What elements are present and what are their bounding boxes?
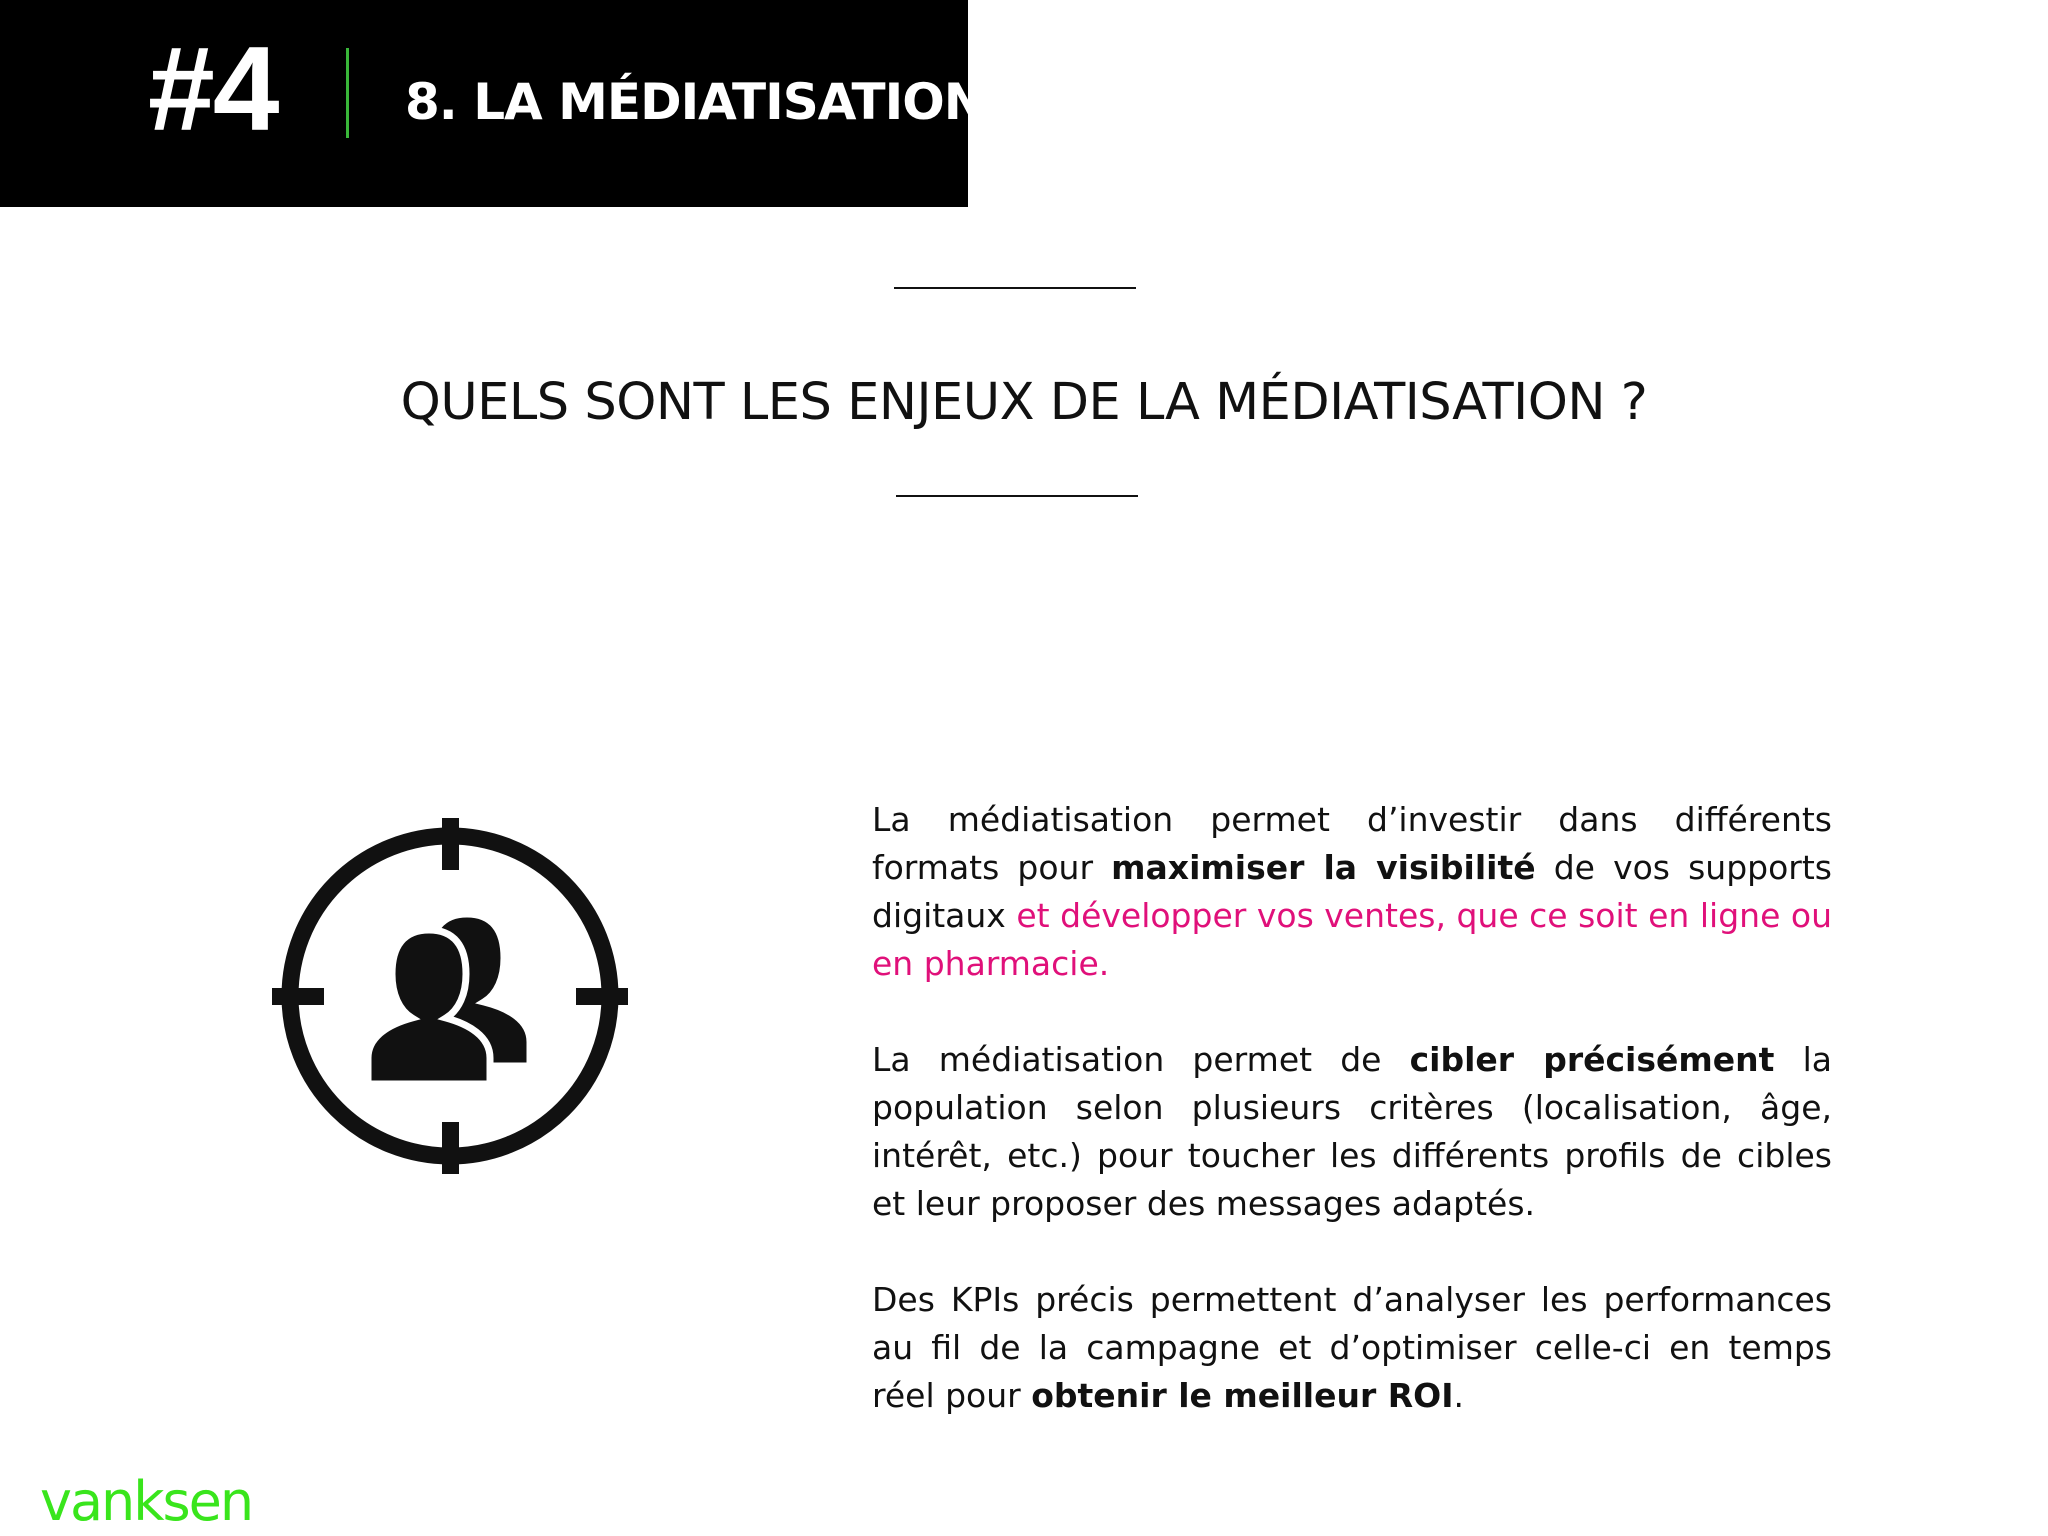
- paragraph-2: La médiatisation permet de cibler précisément la population selon plusieurs critères (localisation, âge, intérêt, etc.) pour toucher les différents profils de cibles et leur proposer des messages adaptés.: [872, 1040, 1832, 1223]
- bottom-rule: [896, 495, 1138, 497]
- paragraph-1: La médiatisation permet d’investir dans différents formats pour maximiser la visibilité de vos supports digitaux et développer vos ventes, que ce soit en ligne ou en pharmacie.: [872, 800, 1832, 983]
- chapter-number: #4: [148, 22, 278, 156]
- top-rule: [894, 287, 1136, 289]
- paragraph-3: Des KPIs précis permettent d’analyser les performances au fil de la campagne et d’optimiser celle-ci en temps réel pour obtenir le meilleur ROI.: [872, 1280, 1832, 1415]
- vanksen-logo: vanksen: [40, 1470, 253, 1533]
- header-divider: [346, 48, 349, 138]
- target-audience-icon: [272, 818, 628, 1174]
- header-bar: [0, 0, 985, 207]
- section-title: 8. LA MÉDIATISATION: [405, 73, 985, 131]
- body-text: [872, 796, 1832, 1420]
- page-question: QUELS SONT LES ENJEUX DE LA MÉDIATISATION ?: [400, 373, 1648, 432]
